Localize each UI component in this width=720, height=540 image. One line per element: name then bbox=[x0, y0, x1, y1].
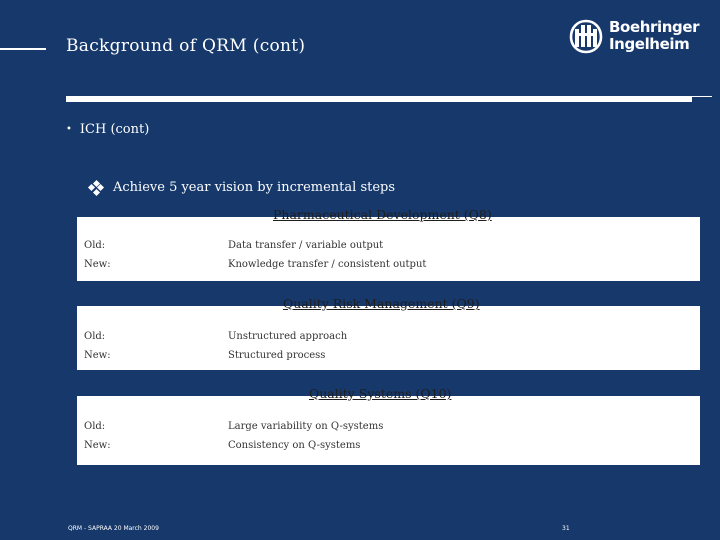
sub-bullet-text: Achieve 5 year vision by incremental steps bbox=[113, 180, 396, 195]
section-row bbox=[84, 421, 383, 432]
sub-bullet-item bbox=[89, 180, 395, 195]
row-label: New: bbox=[84, 440, 111, 451]
page-number: 31 bbox=[562, 525, 570, 532]
section-title-q8: Pharmaceutical Development (Q8) bbox=[273, 207, 492, 222]
diamond-bullet-icon bbox=[89, 181, 103, 195]
section-row bbox=[84, 350, 325, 361]
section-box-q10 bbox=[77, 386, 700, 465]
footer-text: QRM - SAPRAA 20 March 2009 bbox=[68, 525, 159, 532]
row-value: Large variability on Q-systems bbox=[228, 421, 384, 432]
slide-title: Background of QRM (cont) bbox=[66, 36, 306, 56]
section-row bbox=[84, 331, 347, 342]
section-title-q10: Quality Systems (Q10) bbox=[309, 386, 452, 401]
section-title-q9: Quality Risk Management (Q9) bbox=[283, 296, 480, 311]
section-row bbox=[84, 440, 360, 451]
section-box-q9 bbox=[77, 296, 700, 370]
bullet-text: ICH (cont) bbox=[79, 122, 150, 137]
boehringer-logo-icon bbox=[569, 19, 603, 57]
header-rule-extension bbox=[692, 96, 712, 97]
row-value: Unstructured approach bbox=[228, 331, 348, 342]
row-label: New: bbox=[84, 350, 111, 361]
row-label: Old: bbox=[84, 421, 106, 432]
row-label: New: bbox=[84, 259, 111, 270]
section-row bbox=[84, 240, 383, 251]
row-value: Data transfer / variable output bbox=[228, 240, 384, 251]
header-rule bbox=[66, 96, 692, 102]
row-value: Knowledge transfer / consistent output bbox=[228, 259, 427, 270]
section-box-q8 bbox=[77, 207, 700, 281]
logo-text-line1: Boehringer bbox=[609, 18, 700, 36]
bullet-item bbox=[66, 122, 149, 137]
logo-text-line2: Ingelheim bbox=[609, 35, 690, 53]
section-row bbox=[84, 259, 426, 270]
company-logo bbox=[569, 18, 700, 57]
title-accent-line bbox=[0, 48, 46, 50]
row-label: Old: bbox=[84, 331, 106, 342]
row-label: Old: bbox=[84, 240, 106, 251]
bullet-dot-icon: • bbox=[66, 124, 72, 135]
row-value: Structured process bbox=[228, 350, 326, 361]
row-value: Consistency on Q-systems bbox=[228, 440, 361, 451]
